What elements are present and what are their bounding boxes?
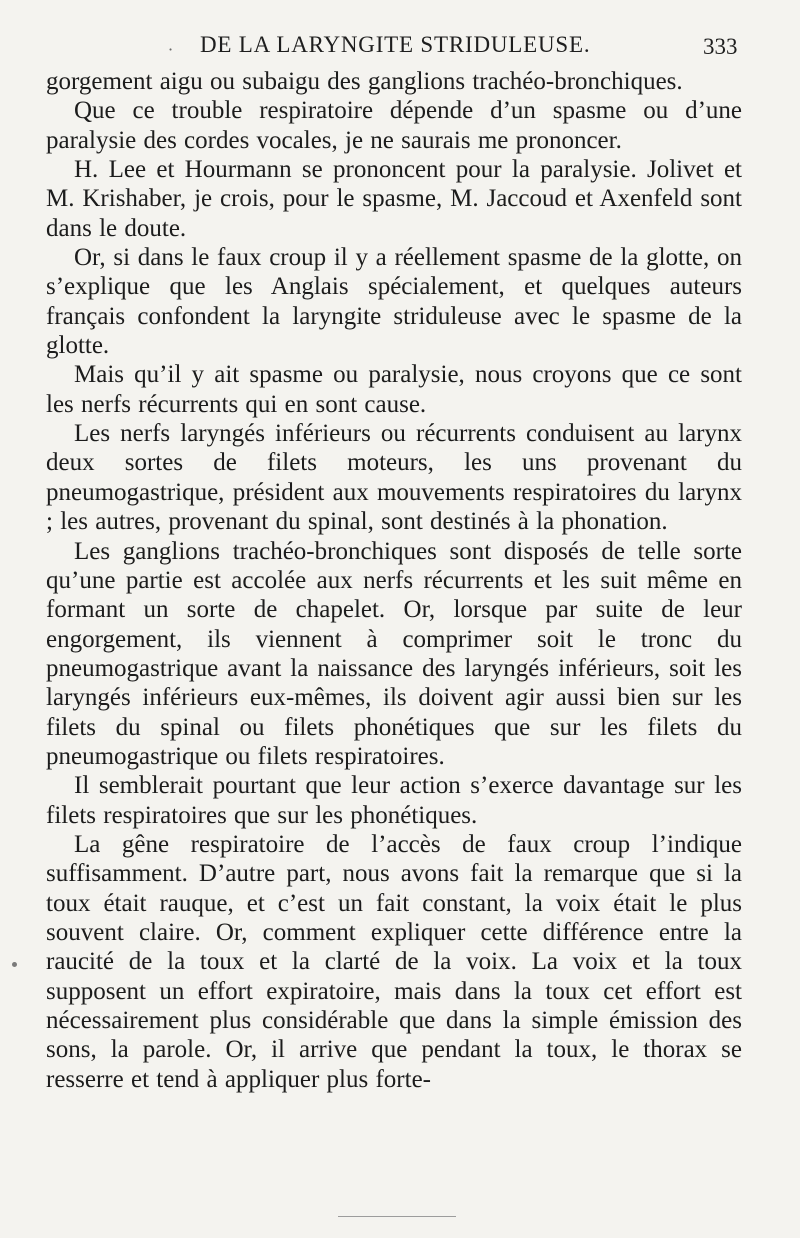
paragraph: H. Lee et Hourmann se prononcent pour la paralysie. Jolivet et M. Krishaber, je crois, pour le spasme, M. Jaccoud et Axenfeld sont dans le doute. [46, 156, 742, 242]
paragraph: Il semblerait pourtant que leur action s’exerce davantage sur les filets respiratoires que sur les phonétiques. [46, 772, 742, 829]
margin-bullet [12, 962, 17, 967]
running-head: DE LA LARYNGITE STRIDULEUSE. [200, 32, 591, 57]
paragraph-continuation: gorgement aigu ou subaigu des ganglions trachéo-bronchiques. [46, 68, 683, 95]
paragraph: Les nerfs laryngés inférieurs ou récurrents conduisent au larynx deux sortes de filets moteurs, les uns provenant du pneumogastrique, président aux mouvements respiratoires du larynx ; les autres, provenant du spinal, sont destinés à la phonation. [46, 420, 742, 536]
page-number: 333 [703, 34, 738, 59]
paragraph: La gêne respiratoire de l’accès de faux croup l’indique suffisamment. D’autre part, nous avons fait la remarque que si la toux était rauque, et c’est un fait constant, la voix était le plus souvent claire. Or, comment expliquer cette différence entre la raucité de la toux et la clarté de la voix. La voix et la toux supposent un effort expiratoire, mais dans la toux cet effort est nécessairement plus considérable que dans la simple émission des sons, la parole. Or, il arrive que pendant la toux, le thorax se resserre et tend à appliquer plus forte- [46, 830, 742, 1093]
paragraph: Mais qu’il y ait spasme ou paralysie, nous croyons que ce sont les nerfs récurrents qui en sont cause. [46, 361, 742, 418]
paragraph: Or, si dans le faux croup il y a réellement spasme de la glotte, on s’explique que les Anglais spécialement, et quelques auteurs français confondent la laryngite striduleuse avec le spasme de la glotte. [46, 244, 742, 360]
paragraph: Les ganglions trachéo-bronchiques sont disposés de telle sorte qu’une partie est accolée aux nerfs récurrents et les suit même en formant un sorte de chapelet. Or, lorsque par suite de leur engorgement, ils viennent à comprimer soit le tronc du pneumogastrique avant la naissance des laryngés inférieurs, soit les laryngés inférieurs eux-mêmes, ils doivent agir aussi bien sur les filets du spinal ou filets phonétiques que sur les filets du pneumogastrique ou filets respiratoires. [46, 537, 742, 770]
header-dot: · [168, 40, 174, 59]
body-text [46, 67, 742, 1094]
bottom-rule [338, 1216, 456, 1217]
page-header [0, 30, 800, 64]
paragraph: Que ce trouble respiratoire dépende d’un spasme ou d’une paralysie des cordes vocales, je ne saurais me prononcer. [46, 97, 742, 154]
